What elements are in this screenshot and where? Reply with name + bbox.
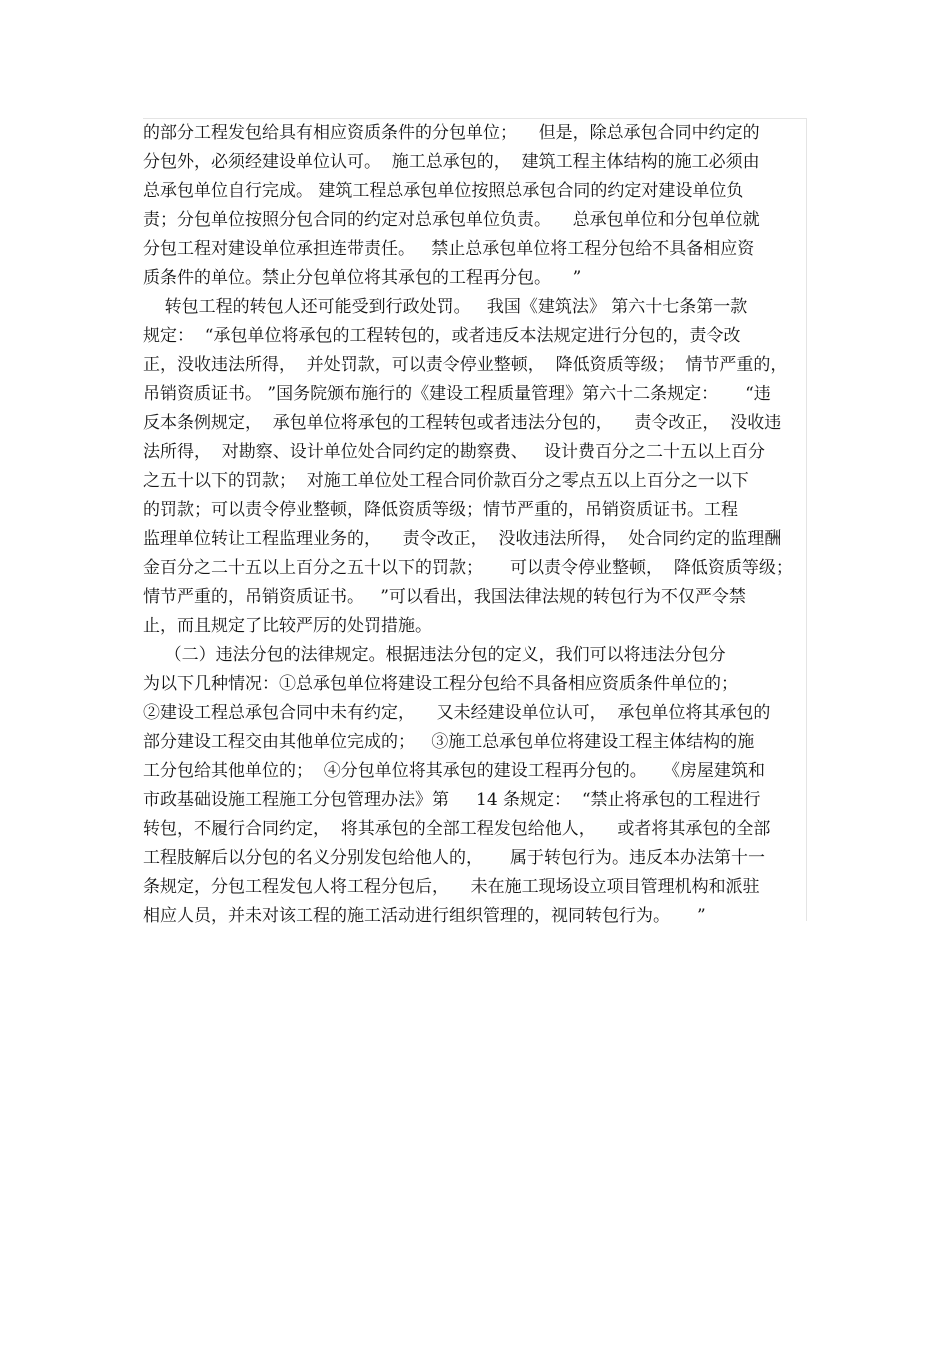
text-line: 部分建设工程交由其他单位完成的； ③施工总承包单位将建设工程主体结构的施 [143, 732, 755, 752]
text-line: 工分包给其他单位的； ④分包单位将其承包的建设工程再分包的。 《房屋建筑和 [143, 761, 766, 781]
text-line: 转包，不履行合同约定， 将其承包的全部工程发包给他人， 或者将其承包的全部 [143, 819, 771, 839]
text-line: 法所得， 对勘察、设计单位处合同约定的勘察费、 设计费百分之二十五以上百分 [143, 442, 766, 462]
text-line: 分包外，必须经建设单位认可。 施工总承包的， 建筑工程主体结构的施工必须由 [143, 152, 760, 172]
text-line: 质条件的单位。禁止分包单位将其承包的工程再分包。 ” [143, 268, 582, 288]
paragraph-start-line: （二）违法分包的法律规定。根据违法分包的定义，我们可以将违法分包分 [143, 645, 726, 665]
text-line: 金百分之二十五以上百分之五十以下的罚款； 可以责令停业整顿， 降低资质等级； [143, 558, 793, 578]
text-line: 监理单位转让工程监理业务的， 责令改正， 没收违法所得， 处合同约定的监理酬 [143, 529, 782, 549]
text-line: 条规定，分包工程发包人将工程分包后， 未在施工现场设立项目管理机构和派驻 [143, 877, 760, 897]
text-line: 工程肢解后以分包的名义分别发包给他人的， 属于转包行为。违反本办法第十一 [143, 848, 766, 868]
text-line: 分包工程对建设单位承担连带责任。 禁止总承包单位将工程分包给不具备相应资 [143, 239, 755, 259]
text-line: 责；分包单位按照分包合同的约定对总承包单位负责。 总承包单位和分包单位就 [143, 210, 760, 230]
text-line: 吊销资质证书。 ”国务院颁布施行的《建设工程质量管理》第六十二条规定： “违 [143, 384, 771, 404]
text-line: 反本条例规定， 承包单位将承包的工程转包或者违法分包的， 责令改正， 没收违 [143, 413, 782, 433]
body-text [143, 118, 807, 926]
text-line: 总承包单位自行完成。 建筑工程总承包单位按照总承包合同的约定对建设单位负 [143, 181, 744, 201]
text-line: 的罚款；可以责令停业整顿，降低资质等级；情节严重的，吊销资质证书。工程 [143, 500, 738, 520]
text-line: 规定： “承包单位将承包的工程转包的，或者违反本法规定进行分包的，责令改 [143, 326, 741, 346]
text-line: ②建设工程总承包合同中未有约定， 又未经建设单位认可， 承包单位将其承包的 [143, 703, 771, 723]
text-line: 为以下几种情况：①总承包单位将建设工程分包给不具备相应资质条件单位的； [143, 674, 738, 694]
text-line: 的部分工程发包给具有相应资质条件的分包单位； 但是，除总承包合同中约定的 [143, 123, 760, 143]
text-line: 相应人员，并未对该工程的施工活动进行组织管理的，视同转包行为。 ” [143, 906, 706, 926]
text-line: 情节严重的，吊销资质证书。 ”可以看出，我国法律法规的转包行为不仅严令禁 [143, 587, 746, 607]
text-line: 止，而且规定了比较严厉的处罚措施。 [143, 616, 432, 636]
text-line: 之五十以下的罚款； 对施工单位处工程合同价款百分之零点五以上百分之一以下 [143, 471, 749, 491]
paragraph-start-line: 转包工程的转包人还可能受到行政处罚。 我国《建筑法》 第六十七条第一款 [143, 297, 748, 317]
text-line: 正，没收违法所得， 并处罚款，可以责令停业整顿， 降低资质等级； 情节严重的， [143, 355, 788, 375]
text-line: 市政基础设施工程施工分包管理办法》第 14 条规定： “禁止将承包的工程进行 [143, 790, 761, 810]
